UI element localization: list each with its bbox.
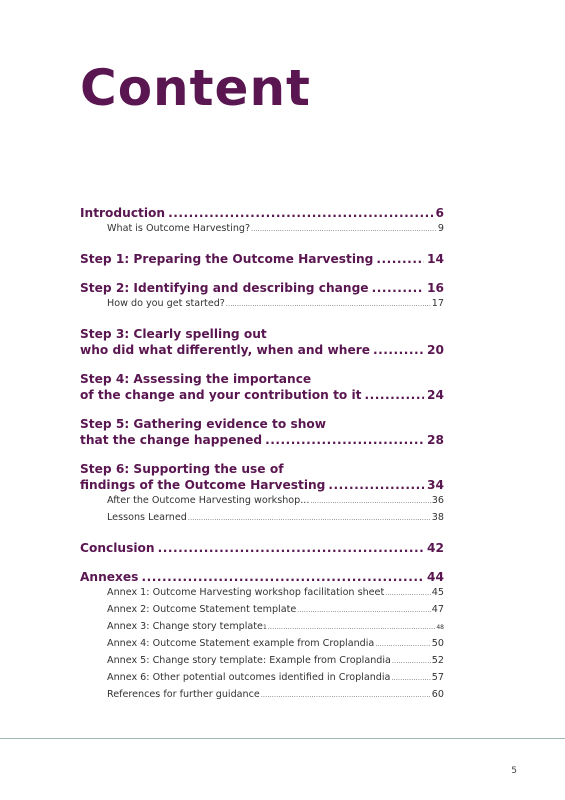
table-of-contents [80, 205, 444, 717]
dot-leader [392, 654, 431, 670]
toc-subentry[interactable] [107, 510, 444, 527]
toc-subentry-title: References for further guidance [107, 689, 260, 700]
toc-subentry-page: 9 [437, 223, 444, 234]
dot-leader [297, 603, 431, 619]
toc-subentry-title: After the Outcome Harvesting workshop... [107, 495, 310, 506]
dot-leader [251, 222, 437, 238]
dot-leader [373, 342, 424, 358]
toc-entry-title[interactable]: Step 1: Preparing the Outcome Harvesting [80, 252, 374, 266]
toc-subentry-title: What is Outcome Harvesting? [107, 223, 251, 234]
toc-entry-page: 42 [427, 541, 444, 555]
toc-subentry[interactable] [107, 636, 444, 653]
dot-leader [328, 477, 424, 493]
toc-subentry[interactable] [107, 670, 444, 687]
toc-entry-page: 16 [427, 281, 444, 295]
toc-entry-page: 44 [427, 570, 444, 584]
toc-entry [80, 326, 444, 358]
toc-subentry-page: 47 [431, 604, 444, 615]
toc-entry [80, 280, 444, 313]
dot-leader [188, 511, 431, 527]
toc-entry [80, 251, 444, 267]
toc-entry [80, 540, 444, 556]
toc-entry-title[interactable]: that the change happened [80, 433, 263, 447]
page-title: Content [80, 59, 311, 117]
toc-entry-page: 34 [427, 478, 444, 492]
page-number: 5 [511, 766, 517, 776]
dot-leader [376, 251, 424, 267]
toc-subentry[interactable] [107, 221, 444, 238]
toc-subentry[interactable] [107, 585, 444, 602]
toc-entry [80, 416, 444, 448]
toc-subentry-title: Annex 6: Other potential outcomes identified in Croplandia [107, 672, 391, 683]
toc-subentry-title: Annex 4: Outcome Statement example from Croplandia [107, 638, 375, 649]
dot-leader [391, 671, 430, 687]
dot-leader [226, 297, 431, 313]
toc-entry-title[interactable]: Introduction [80, 206, 166, 220]
toc-subentry[interactable] [107, 653, 444, 670]
dot-leader [141, 569, 424, 585]
toc-subentry[interactable] [107, 687, 444, 704]
dot-leader [372, 280, 424, 296]
toc-subentry[interactable] [107, 602, 444, 619]
toc-subentry-title: Annex 1: Outcome Harvesting workshop facilitation sheet [107, 587, 385, 598]
toc-entry [80, 569, 444, 704]
dot-leader [265, 432, 424, 448]
toc-subentry-page: 50 [431, 638, 444, 649]
dot-leader [375, 637, 430, 653]
toc-subentry-page: 52 [431, 655, 444, 666]
dot-leader [365, 387, 425, 403]
toc-entry-title[interactable]: Step 6: Supporting the use of [80, 462, 284, 476]
toc-entry-page: 6 [435, 206, 444, 220]
toc-entry [80, 205, 444, 238]
toc-subentry-title: Annex 2: Outcome Statement template [107, 604, 297, 615]
toc-subentry[interactable] [107, 296, 444, 313]
dot-leader [261, 688, 431, 704]
toc-entry-title[interactable]: who did what differently, when and where [80, 343, 370, 357]
toc-subentry-page: 17 [431, 298, 444, 309]
dot-leader [385, 586, 431, 602]
toc-subentry-title: Annex 5: Change story template: Example from Croplandia [107, 655, 391, 666]
toc-entry-page: 20 [427, 343, 444, 357]
toc-entry-title[interactable]: Conclusion [80, 541, 155, 555]
toc-entry-title[interactable]: Step 2: Identifying and describing change [80, 281, 369, 295]
footer-divider [0, 738, 565, 739]
toc-subentry-page: 38 [431, 512, 444, 523]
toc-entry-title[interactable]: findings of the Outcome Harvesting [80, 478, 326, 492]
toc-subentry-page: 57 [431, 672, 444, 683]
toc-entry [80, 461, 444, 527]
dot-leader [268, 620, 436, 636]
toc-entry [80, 371, 444, 403]
toc-entry-title[interactable]: Annexes [80, 570, 139, 584]
toc-entry-page: 28 [427, 433, 444, 447]
dot-leader [310, 494, 430, 510]
footnote-marker: 1 [262, 624, 267, 631]
toc-subentry-page: 45 [431, 587, 444, 598]
toc-subentry[interactable] [107, 619, 444, 636]
toc-subentry[interactable] [107, 493, 444, 510]
toc-subentry-page: 60 [431, 689, 444, 700]
toc-entry-title[interactable]: Step 4: Assessing the importance [80, 372, 312, 386]
toc-entry-page: 14 [427, 252, 444, 266]
toc-subentry-title: Annex 3: Change story template [107, 621, 263, 632]
toc-subentry-title: How do you get started? [107, 298, 225, 309]
toc-entry-title[interactable]: of the change and your contribution to it [80, 388, 362, 402]
toc-entry-title[interactable]: Step 3: Clearly spelling out [80, 327, 267, 341]
toc-subentry-page: 48 [436, 624, 444, 631]
toc-entry-title[interactable]: Step 5: Gathering evidence to show [80, 417, 327, 431]
dot-leader [158, 540, 424, 556]
toc-subentry-title: Lessons Learned [107, 512, 187, 523]
dot-leader [168, 205, 432, 221]
toc-subentry-page: 36 [431, 495, 444, 506]
toc-entry-page: 24 [427, 388, 444, 402]
